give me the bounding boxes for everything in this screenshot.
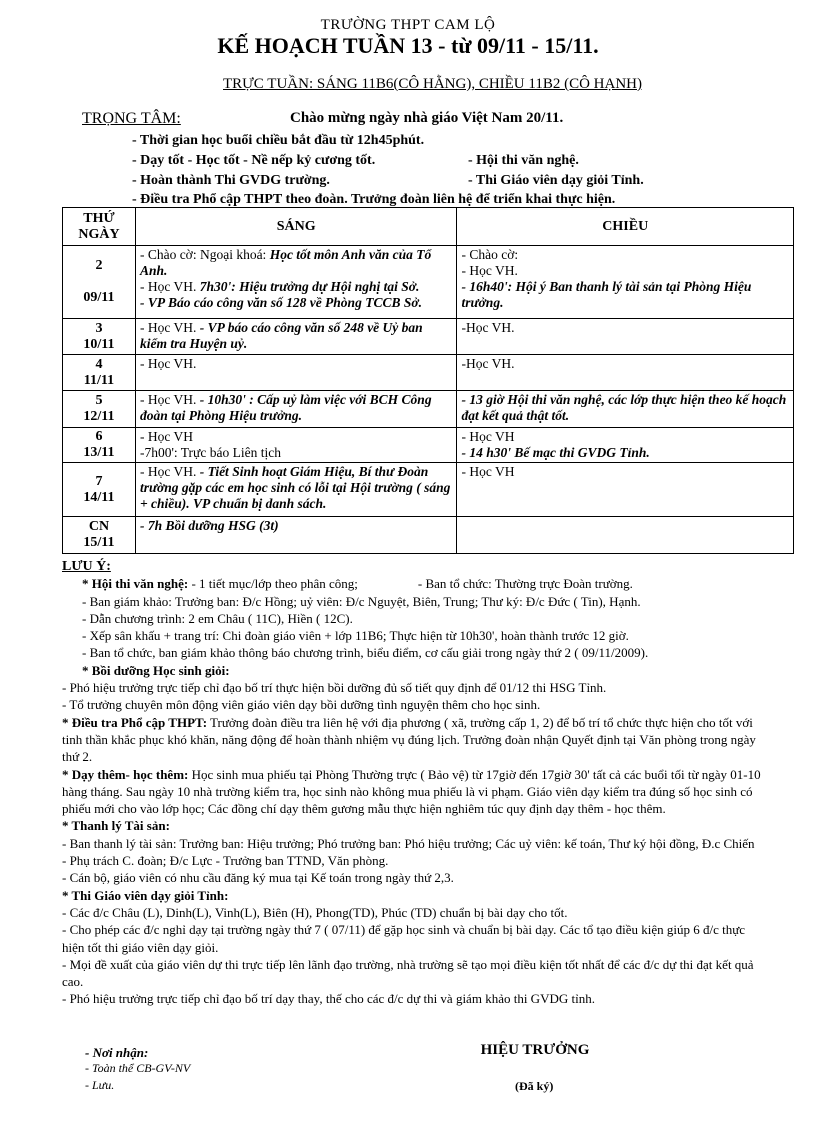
notes-label: LƯU Ý: bbox=[62, 559, 111, 574]
focus-line: - Hoàn thành Thi GVDG trường. bbox=[132, 173, 330, 188]
table-row: 2 09/11 - Chào cờ: Ngoại khoá: Học tốt môn Anh văn của Tổ Anh. - Học VH. 7h30': Hiệu trưởng dự Hội nghị tại Sở. - VP Báo cáo công văn số 128 về Phòng TCCB Sở. - Chào cờ: - Học VH. - 16h40': Hội ý Ban thanh lý tài sản tại Phòng Hiệu trưởng. bbox=[63, 246, 794, 319]
focus-line: - Thời gian học buổi chiều bắt đầu từ 12h45phút. bbox=[132, 133, 425, 148]
duty-line: TRỰC TUẦN: SÁNG 11B6(CÔ HẰNG), CHIỀU 11B2 (CÔ HẠNH) bbox=[223, 76, 642, 92]
page-title: KẾ HOẠCH TUẦN 13 - từ 09/11 - 15/11. bbox=[217, 33, 599, 58]
table-row: 3 10/11 - Học VH. - VP báo cáo công văn số 248 về Uỷ ban kiểm tra Huyện uỷ. -Học VH. bbox=[63, 319, 794, 355]
focus-line: - Hội thi văn nghệ. bbox=[468, 153, 579, 168]
notes-section: LƯU Ý: * Hội thi văn nghệ: - 1 tiết mục/lớp theo phân công; - Ban tổ chức: Thường trực Đoàn trường. - Ban giám khảo: Trưởng ban: Đ/c Hồng; uỷ viên: Đ/c Nguyệt, Biên, Trung; Thư ký: Đ/c Đức ( Tin), Hạnh. - Dẫn chương trình: 2 em Châu ( 11C), Hiền ( 12C). - Xếp sân khấu + trang trí: Chi đoàn giáo viên + lớp 11B6; Thực hiện từ 10h30', hoàn thành trước 12 giờ. - Ban tổ chức, ban giám khảo thông báo chương trình, biểu điểm, cơ cấu giải trong ngày thứ 2 ( 09/11/2009). * Bồi dưỡng Học sinh giỏi: - Phó hiệu trưởng trực tiếp chỉ đạo bố trí thực hiện bồi dưỡng đủ số tiết quy định để 01/12 thi HSG Tỉnh. - Tổ trưởng chuyên môn động viên giáo viên dạy bồi dưỡng tình nguyện thêm cho học sinh. * Điều tra Phổ cập THPT: Trưởng đoàn điều tra liên hệ với địa phương ( xã, trường cấp 1, 2) để bố trí tổ chức thực hiện cho tốt với tinh thần khắc phục khó khăn, năng động để hoàn thành nhiệm vụ đúng lịch. Trưởng đoàn nhận Quyết định tại Văn phòng trong ngày thứ 2. * Dạy thêm- học thêm: Học sinh mua phiếu tại Phòng Thường trực ( Bảo vệ) từ 17giờ đến 17giờ 30' tất cả các buổi tối từ ngày 01-10 hàng tháng. Sau ngày 10 nhà trường kiểm tra, học sinh nào không mua phiếu là vi phạm. Giáo viên dạy kiểm tra đúng số học sinh có phiếu mới cho vào lớp học; Các đồng chí dạy thêm gương mẫu thực hiện nghiêm túc quy định dạy thêm - học thêm. * Thanh lý Tài sản: - Ban thanh lý tài sản: Trưởng ban: Hiệu trưởng; Phó trưởng ban: Phó hiệu trưởng; Các uỷ viên: kế toán, Thư ký hội đồng, Đ.c Chiến - Phụ trách C. đoàn; Đ/c Lực - Trưởng ban TTND, Văn phòng. - Cán bộ, giáo viên có nhu cầu đăng ký mua tại Kế toán trong ngày thứ 2,3. * Thi Giáo viên dạy giỏi Tỉnh: - Các đ/c Châu (L), Dinh(L), Vinh(L), Biên (H), Phong(TD), Phúc (TD) chuẩn bị bài dạy cho tốt. - Cho phép các đ/c nghỉ dạy tại trường ngày thứ 7 ( 07/11) để gặp học sinh và chuẩn bị bài dạy. Các tổ tạo điều kiện giúp 6 đ/c thực hiện tốt thi giáo viên dạy giỏi. - Mọi đề xuất của giáo viên dự thi trực tiếp lên lãnh đạo trường, nhà trường sẽ tạo mọi điều kiện tốt nhất để các đ/c dự thi đạt kết quả cao. - Phó hiệu trưởng trực tiếp chỉ đạo bố trí dạy thay, thế cho các đ/c dự thi và giám khảo thi GVDG tỉnh. bbox=[62, 559, 761, 1007]
table-row: 5 12/11 - Học VH. - 10h30' : Cấp uỷ làm việc với BCH Công đoàn tại Phòng Hiệu trưởng. - 13 giờ Hội thi văn nghệ, các lớp thực hiện theo kế hoạch đạt kết quả thật tốt. bbox=[63, 391, 794, 428]
recipients: - Nơi nhận: - Toàn thể CB-GV-NV - Lưu. bbox=[85, 1045, 191, 1092]
focus-section bbox=[82, 110, 782, 128]
focus-line: - Thi Giáo viên dạy giỏi Tỉnh. bbox=[468, 173, 644, 188]
header-morning: SÁNG bbox=[135, 208, 457, 246]
focus-line: - Dạy tốt - Học tốt - Nề nếp kỷ cương tốt. bbox=[132, 153, 376, 168]
focus-theme: Chào mừng ngày nhà giáo Việt Nam 20/11. bbox=[290, 110, 564, 126]
header-day: THỨ NGÀY bbox=[63, 208, 136, 246]
focus-label: TRỌNG TÂM: bbox=[82, 110, 181, 127]
focus-line: - Điều tra Phổ cập THPT theo đoàn. Trưởng đoàn liên hệ để triển khai thực hiện. bbox=[132, 192, 616, 207]
table-row: 7 14/11 - Học VH. - Tiết Sinh hoạt Giám Hiệu, Bí thư Đoàn trường gặp các em học sinh có lỗi tại Hội trường ( sáng + chiều). VP chuẩn bị danh sách. - Học VH bbox=[63, 463, 794, 517]
header-afternoon: CHIỀU bbox=[457, 208, 794, 246]
signed-note: (Đã ký) bbox=[515, 1079, 554, 1093]
table-row: CN 15/11 - 7h Bồi dưỡng HSG (3t) bbox=[63, 517, 794, 554]
table-row: 6 13/11 - Học VH -7h00': Trực báo Liên tịch - Học VH - 14 h30' Bế mạc thi GVDG Tỉnh. bbox=[63, 428, 794, 463]
school-name: TRƯỜNG THPT CAM LỘ bbox=[320, 17, 496, 33]
table-row: 4 11/11 - Học VH. -Học VH. bbox=[63, 355, 794, 391]
signature-title: HIỆU TRƯỞNG bbox=[480, 1042, 590, 1058]
weekly-schedule-table bbox=[62, 207, 794, 554]
